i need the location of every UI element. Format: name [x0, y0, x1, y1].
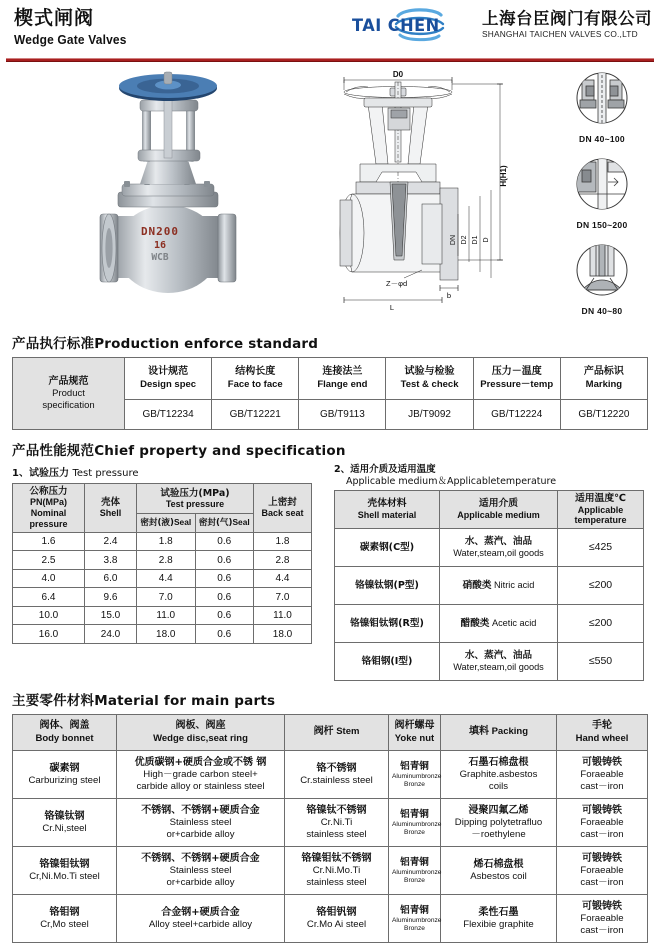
column-header: 试验与检验 Test & check	[386, 358, 473, 400]
cell-nominal: 6.4	[13, 588, 85, 607]
standard-value: JB/T9092	[386, 400, 473, 430]
property-columns	[0, 464, 660, 681]
company-name-block	[482, 10, 652, 40]
column-header: 连接法兰 Flange end	[299, 358, 386, 400]
column-header-yoke-nut: 阀杆螺母 Yoke nut	[389, 715, 441, 751]
column-header: 设计规范 Design spec	[125, 358, 212, 400]
cell-seal-gas: 0.6	[195, 551, 254, 570]
standard-value: GB/T9113	[299, 400, 386, 430]
column-header: 压力－温度 Pressure－temp	[473, 358, 560, 400]
table-header-row	[13, 484, 312, 514]
cell-seal-liquid: 2.8	[137, 551, 196, 570]
cell-wedge-disc: 合金钢+硬质合金 Alloy steel+carbide alloy	[117, 895, 285, 943]
column-header-hand-wheel: 手轮 Hand wheel	[557, 715, 648, 751]
cell-nominal: 1.6	[13, 532, 85, 551]
detail-view	[548, 240, 656, 316]
cell-shell: 3.8	[85, 551, 137, 570]
cell-packing: 柔性石墨 Flexibie graphite	[441, 895, 557, 943]
main-parts-material-table	[12, 714, 648, 943]
cell-temperature: ≤425	[558, 529, 644, 567]
standard-value: GB/T12221	[212, 400, 299, 430]
page-title-en: Wedge Gate Valves	[14, 31, 127, 47]
column-header-seal-gas: 密封(气)Seal	[195, 514, 254, 532]
table-row	[13, 895, 648, 943]
company-name-cn: 上海台臣阀门有限公司	[482, 9, 652, 29]
column-header-applicable-medium: 适用介质 Applicable medium	[440, 490, 558, 528]
cell-wedge-disc: 优质碳钢+硬质合金或不锈 钢 High－grade carbon steel+ carbide alloy or stainless steel	[117, 751, 285, 799]
cell-back-seat: 11.0	[254, 606, 312, 625]
cell-seal-gas: 0.6	[195, 606, 254, 625]
svg-text:H(H1): H(H1)	[499, 165, 508, 187]
table-row	[13, 847, 648, 895]
column-header-test-pressure-group: 试验压力(MPa) Test pressure	[137, 484, 254, 514]
cell-shell: 6.0	[85, 569, 137, 588]
detail-dn150-200-icon	[572, 154, 632, 214]
cell-seal-liquid: 1.8	[137, 532, 196, 551]
column-header-shell: 壳体 Shell	[85, 484, 137, 533]
svg-text:b: b	[446, 291, 452, 300]
table-row	[335, 567, 644, 605]
svg-text:D: D	[483, 237, 490, 243]
svg-text:WCB: WCB	[151, 252, 169, 263]
cell-yoke-nut: 铝青铜 Aluminumbronze Bronze	[389, 895, 441, 943]
cell-hand-wheel: 可锻铸铁 Foraeable cast－iron	[557, 895, 648, 943]
cell-seal-liquid: 7.0	[137, 588, 196, 607]
test-pressure-table	[12, 483, 312, 644]
standard-value: GB/T12220	[560, 400, 647, 430]
cell-stem: 铬镍钼钛不锈钢 Cr.Ni.Mo.Ti stainless steel	[285, 847, 389, 895]
cell-wedge-disc: 不锈钢、不锈钢+硬质合金 Stainless steel or+carbide alloy	[117, 847, 285, 895]
detail-caption: DN 40~80	[581, 306, 623, 316]
production-standard-table	[12, 357, 648, 430]
column-header-body-bonnet: 阀体、阀盖 Body bonnet	[13, 715, 117, 751]
table-row	[13, 569, 312, 588]
column-header-nominal-pressure: 公称压力 PN(MPa) Nominal pressure	[13, 484, 85, 533]
table-row	[13, 532, 312, 551]
cell-shell: 2.4	[85, 532, 137, 551]
cell-seal-liquid: 4.4	[137, 569, 196, 588]
column-header-back-seat: 上密封 Back seat	[254, 484, 312, 533]
table-row	[13, 625, 312, 644]
cell-hand-wheel: 可锻铸铁 Foraeable cast－iron	[557, 847, 648, 895]
cell-body-bonnet: 铬镍钼钛钢 Cr,Ni.Mo.Ti steel	[13, 847, 117, 895]
table-row	[13, 751, 648, 799]
valve-cad-drawing	[330, 64, 545, 326]
logo-wordmark: TAI CHEN	[352, 16, 440, 36]
cell-material: 铬镍钛钢(P型)	[335, 567, 440, 605]
table-row	[335, 605, 644, 643]
cell-back-seat: 1.8	[254, 532, 312, 551]
cell-seal-gas: 0.6	[195, 588, 254, 607]
table-row	[13, 799, 648, 847]
table-row	[13, 588, 312, 607]
cell-body-bonnet: 铬镍钛钢 Cr.Ni,steel	[13, 799, 117, 847]
cell-material: 碳素钢(C型)	[335, 529, 440, 567]
detail-caption: DN 150~200	[576, 220, 628, 230]
table-row	[335, 529, 644, 567]
cell-packing: 烯石棉盘根 Asbestos coil	[441, 847, 557, 895]
cell-hand-wheel: 可锻铸铁 Foraeable cast－iron	[557, 799, 648, 847]
cell-nominal: 4.0	[13, 569, 85, 588]
cell-seal-gas: 0.6	[195, 532, 254, 551]
cell-material: 铬钼钢(I型)	[335, 643, 440, 681]
cell-nominal: 2.5	[13, 551, 85, 570]
table-row	[13, 606, 312, 625]
svg-text:L: L	[389, 303, 395, 312]
table-row	[13, 358, 648, 400]
product-specification-header: 产品规范 Product specification	[13, 358, 125, 430]
cell-back-seat: 18.0	[254, 625, 312, 644]
detail-view	[548, 154, 656, 230]
page-title-cn: 楔式闸阀	[14, 7, 95, 29]
detail-caption: DN 40~100	[579, 134, 625, 144]
cell-seal-gas: 0.6	[195, 569, 254, 588]
valve-photo	[92, 64, 267, 326]
cell-seal-liquid: 11.0	[137, 606, 196, 625]
cell-medium: 硝酸类 Nitric acid	[440, 567, 558, 605]
section-heading-standard: 产品执行标准Production enforce standard	[12, 336, 319, 352]
cell-temperature: ≤200	[558, 567, 644, 605]
applicable-medium-block	[330, 464, 650, 681]
section-heading-material: 主要零件材料Material for main parts	[12, 693, 276, 710]
cell-stem: 铬钼钒钢 Cr.Mo Ai steel	[285, 895, 389, 943]
page-header	[0, 0, 660, 56]
svg-text:16: 16	[153, 240, 167, 251]
cell-yoke-nut: 铝青铜 Aluminumbronze Bronze	[389, 751, 441, 799]
cell-body-bonnet: 铬钼钢 Cr,Mo steel	[13, 895, 117, 943]
cell-nominal: 16.0	[13, 625, 85, 644]
cell-medium: 醋酸类 Acetic acid	[440, 605, 558, 643]
column-header: 结构长度 Face to face	[212, 358, 299, 400]
column-header-applicable-temperature: 适用温度℃ Applicable temperature	[558, 490, 644, 528]
column-header-stem: 阀杆 Stem	[285, 715, 389, 751]
cell-seal-gas: 0.6	[195, 625, 254, 644]
cell-stem: 铬镍钛不锈钢 Cr.Ni.Ti stainless steel	[285, 799, 389, 847]
section-heading-property: 产品性能规范Chief property and specification	[12, 443, 346, 459]
cell-hand-wheel: 可锻铸铁 Foraeable cast－iron	[557, 751, 648, 799]
table-header-row	[13, 715, 648, 751]
cell-shell: 24.0	[85, 625, 137, 644]
table-row	[13, 551, 312, 570]
cell-shell: 15.0	[85, 606, 137, 625]
detail-views	[548, 68, 656, 323]
cell-wedge-disc: 不锈钢、不锈钢+硬质合金 Stainless steel or+carbide alloy	[117, 799, 285, 847]
cell-nominal: 10.0	[13, 606, 85, 625]
cell-medium: 水、蒸汽、油品 Water,steam,oil goods	[440, 529, 558, 567]
column-header-wedge-disc: 阀板、阀座 Wedge disc,seat ring	[117, 715, 285, 751]
detail-dn40-80-icon	[572, 240, 632, 300]
cell-shell: 9.6	[85, 588, 137, 607]
cell-temperature: ≤550	[558, 643, 644, 681]
column-header-shell-material: 壳体材料 Shell material	[335, 490, 440, 528]
svg-text:DN200: DN200	[140, 225, 180, 238]
table-header-row	[335, 490, 644, 528]
svg-text:D2: D2	[461, 235, 468, 245]
cell-yoke-nut: 铝青铜 Aluminumbronze Bronze	[389, 799, 441, 847]
svg-text:DN: DN	[450, 234, 457, 246]
table-row	[335, 643, 644, 681]
svg-text:D1: D1	[472, 235, 479, 245]
column-header-packing: 填料 Packing	[441, 715, 557, 751]
column-header: 产品标识 Marking	[560, 358, 647, 400]
test-pressure-block	[0, 464, 330, 681]
company-branding	[352, 8, 652, 42]
cell-back-seat: 7.0	[254, 588, 312, 607]
svg-text:Z－φd: Z－φd	[386, 279, 408, 288]
standard-value: GB/T12224	[473, 400, 560, 430]
cell-back-seat: 2.8	[254, 551, 312, 570]
svg-text:D0: D0	[392, 70, 404, 79]
product-title-block	[14, 8, 136, 47]
company-name-en: SHANGHAI TAICHEN VALVES CO.,LTD	[482, 29, 638, 40]
cell-stem: 铬不锈钢 Cr.stainless steel	[285, 751, 389, 799]
subheading-test-pressure: 1、试验压力 Test pressure	[12, 468, 139, 479]
detail-dn40-100-icon	[572, 68, 632, 128]
standard-value: GB/T12234	[125, 400, 212, 430]
cell-back-seat: 4.4	[254, 569, 312, 588]
cell-material: 铬镍钼钛钢(R型)	[335, 605, 440, 643]
subheading-applicable-medium: 2、适用介质及适用温度 Applicable medium＆Applicabletemperature	[334, 464, 557, 487]
column-header-seal-liquid: 密封(液)Seal	[137, 514, 196, 532]
cell-yoke-nut: 铝青铜 Aluminumbronze Bronze	[389, 847, 441, 895]
product-illustrations	[0, 62, 660, 332]
applicable-medium-table	[334, 490, 644, 681]
cell-packing: 浸聚四氟乙烯 Dipping polytetrafluo －roethylene	[441, 799, 557, 847]
cell-seal-liquid: 18.0	[137, 625, 196, 644]
taichen-logo	[352, 8, 474, 42]
cell-medium: 水、蒸汽、油品 Water,steam,oil goods	[440, 643, 558, 681]
cell-body-bonnet: 碳素钢 Carburizing steel	[13, 751, 117, 799]
detail-view	[548, 68, 656, 144]
cell-temperature: ≤200	[558, 605, 644, 643]
cell-packing: 石墨石棉盘根 Graphite.asbestos coils	[441, 751, 557, 799]
